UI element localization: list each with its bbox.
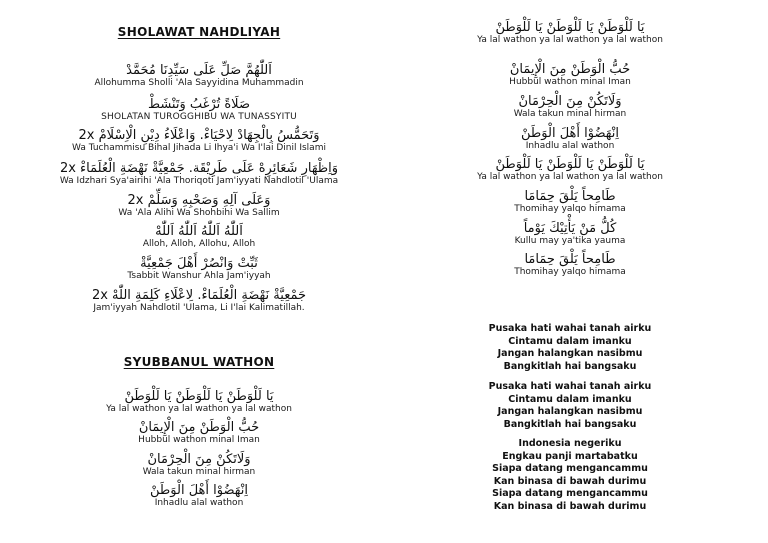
stanza-line: Bangkitlah hai bangsaku	[503, 360, 637, 372]
arabic-line: ثَبِّتْ وَانْصُرْ أَهْلَ جَمْعِيَّةْ	[140, 256, 258, 271]
latin-line: Wala takun minal hirman	[142, 467, 256, 477]
stanza	[395, 323, 745, 373]
arabic-line: جَمْعِيَّةْ نَهْضَةِ الْعُلَمَاءْ. لِاعْلَاءِ كَلِمَةِ اللّٰهْ 2x	[91, 288, 307, 303]
latin-line: Hubbul wathon minal Iman	[509, 77, 631, 87]
sholawat-nahdliyah-title: SHOLAWAT NAHDLIYAH	[117, 25, 281, 39]
arabic-line: اَللّٰهُ اَللّٰهُ اَللّٰهُ اَللّٰهْ	[155, 224, 243, 239]
latin-line: Wa Tuchammisu Bihal Jihada Li Ihya'i Wa I'lai Dinil Islami	[72, 143, 326, 153]
latin-line: SHOLATAN TUROGGHIBU WA TUNASSYITU	[101, 112, 297, 122]
arabic-line: اِنْهَضُوْا أَهْلَ الْوَطَنْ	[521, 126, 619, 141]
arabic-line: حُبُّ الْوَطَنْ مِنَ الْإِيمَانْ	[509, 62, 631, 77]
verse-pair	[395, 94, 745, 119]
latin-line: Ya lal wathon ya lal wathon ya lal wathon	[106, 404, 292, 414]
verse-pair	[24, 63, 374, 88]
stanza-line: Cintamu dalam imanku	[508, 335, 632, 347]
latin-line: Alloh, Alloh, Allohu, Alloh	[142, 239, 256, 249]
latin-line: Wa 'Ala Alihi Wa Shohbihi Wa Sallim	[118, 208, 280, 218]
stanza-line: Jangan halangkan nasibmu	[497, 406, 643, 417]
arabic-line: وَاِظْهَارِ شَعَائِرِهْ عَلَى طَرِيْقَة. جَمْعِيَّةْ نَهْضَةِ الْعُلَمَاءْ 2x	[59, 161, 339, 176]
verse-pair	[24, 288, 374, 313]
stanza-line: Indonesia negeriku	[518, 438, 622, 449]
latin-line: Thomihay yalqo himama	[514, 267, 626, 277]
latin-line: Inhadlu alal wathon	[154, 498, 244, 508]
latin-line: Wa Idzhari Sya'airihi 'Ala Thoriqoti Jam'iyyati Nahdlotil 'Ulama	[59, 176, 339, 186]
stanza-line: Kan binasa di bawah durimu	[493, 500, 647, 512]
latin-line: Wala takun minal hirman	[513, 109, 627, 119]
verse-pair	[24, 193, 374, 218]
verse-pair	[24, 128, 374, 153]
stanza-line: Siapa datang mengancammu	[492, 463, 648, 474]
stanza-line: Cintamu dalam imanku	[508, 393, 632, 405]
verse-pair	[24, 389, 374, 414]
stanza-line: Kan binasa di bawah durimu	[493, 475, 647, 487]
arabic-line: طَامِحاً يَلْقَ حِمَامَا	[524, 252, 616, 267]
verse-pair	[24, 483, 374, 508]
arabic-line: طَامِحاً يَلْقَ حِمَامَا	[524, 189, 616, 204]
verse-pair	[395, 157, 745, 182]
arabic-line: اِنْهَضُوْا أَهْلَ الْوَطَنْ	[150, 483, 248, 498]
arabic-line: يَا لَلْوَطَنْ يَا لَلْوَطَنْ يَا لَلْوَطَنْ	[495, 20, 645, 35]
arabic-line: وَلَاتَكُنْ مِنَ الْحِرْمَانْ	[518, 94, 622, 109]
verse-pair	[24, 420, 374, 445]
verse-pair	[395, 62, 745, 87]
latin-line: Ya lal wathon ya lal wathon ya lal wathon	[477, 35, 663, 45]
latin-line: Inhadlu alal wathon	[525, 141, 615, 151]
arabic-line: حُبُّ الْوَطَنْ مِنَ الْإِيمَانْ	[138, 420, 260, 435]
stanza-line: Engkau panji martabatku	[502, 450, 638, 462]
arabic-line: يَا لَلْوَطَنْ يَا لَلْوَطَنْ يَا لَلْوَطَنْ	[124, 389, 274, 404]
stanza	[395, 438, 745, 513]
latin-line: Tsabbit Wanshur Ahla Jam'iyyah	[127, 271, 271, 281]
verse-pair	[395, 126, 745, 151]
arabic-line: يَا لَلْوَطَنْ يَا لَلْوَطَنْ يَا لَلْوَطَنْ	[495, 157, 645, 172]
stanza-line: Pusaka hati wahai tanah airku	[488, 381, 652, 392]
arabic-line: وَلَاتَكُنْ مِنَ الْحِرْمَانْ	[147, 452, 251, 467]
latin-line: Thomihay yalqo himama	[514, 204, 626, 214]
latin-line: Ya lal wathon ya lal wathon ya lal wathon	[477, 172, 663, 182]
stanza-line: Jangan halangkan nasibmu	[497, 348, 643, 359]
arabic-line: وَعَلَى آلِهِ وَصَحْبِهِ وَسَلِّمْ 2x	[127, 193, 271, 208]
verse-pair	[395, 189, 745, 214]
syubbanul-wathon-title: SYUBBANUL WATHON	[123, 355, 275, 369]
arabic-line: كُلُّ مَنْ يَأْتِيْكَ يَوْماً	[523, 221, 617, 236]
stanza	[395, 381, 745, 431]
latin-line: Kullu may ya'tika yauma	[514, 236, 626, 246]
verse-pair	[24, 256, 374, 281]
stanza-line: Siapa datang mengancammu	[492, 488, 648, 499]
verse-pair	[24, 97, 374, 123]
latin-line: Allohumma Sholli 'Ala Sayyidina Muhammadin	[94, 78, 304, 88]
stanza-line: Bangkitlah hai bangsaku	[503, 418, 637, 430]
verse-pair	[395, 252, 745, 277]
arabic-line: وَتَحَمُّسُ بِالْجِهَادْ لِاحْيَاءْ. وَاعْلَاءُ دِيْنِ الْاِسْلَامْ 2x	[78, 128, 320, 143]
verse-pair	[24, 224, 374, 249]
verse-pair	[395, 221, 745, 246]
arabic-line: صَلَاةً تُرْغَبُ وَتَنْشَطْ	[148, 97, 250, 112]
latin-line: Hubbul wathon minal Iman	[138, 435, 260, 445]
verse-pair	[24, 452, 374, 477]
latin-line: Jam'iyyah Nahdlotil 'Ulama, Li I'lai Kalimatillah.	[93, 303, 305, 313]
arabic-line: اَللّٰهُمَّ صَلِّ عَلَى سَيِّدِنَا مُحَمَّدْ	[126, 63, 272, 78]
verse-pair	[24, 161, 374, 186]
verse-pair	[395, 20, 745, 45]
stanza-line: Pusaka hati wahai tanah airku	[488, 323, 652, 334]
